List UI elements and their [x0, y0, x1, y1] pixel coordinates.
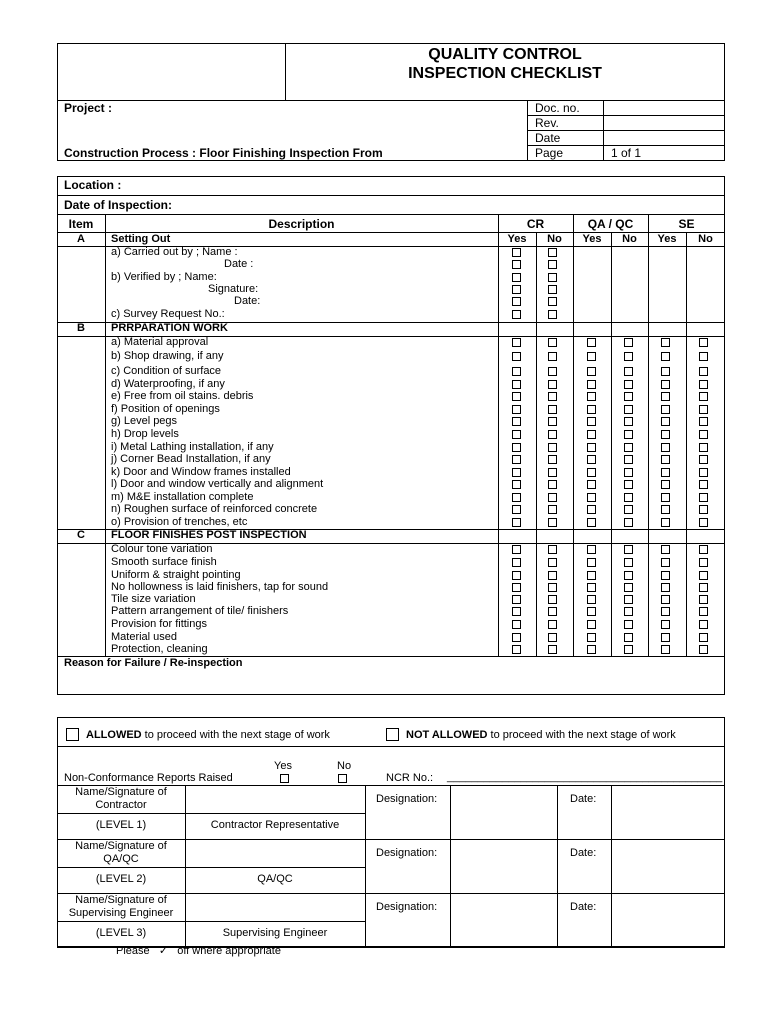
- section_b-checkbox[interactable]: [661, 468, 670, 477]
- section_a-row-text: b) Verified by ; Name:: [111, 271, 217, 283]
- section_b-row-text: d) Waterproofing, if any: [111, 378, 225, 390]
- signature-level: (LEVEL 3): [95, 927, 147, 939]
- section_b-checkbox[interactable]: [587, 380, 596, 389]
- title-line-2: INSPECTION CHECKLIST: [408, 65, 602, 82]
- not-allowed-checkbox[interactable]: [386, 728, 399, 741]
- section_b-row-text: n) Roughen surface of reinforced concrete: [111, 503, 318, 515]
- section_b-row-text: a) Material approval: [111, 336, 209, 348]
- section_a-checkbox[interactable]: [512, 273, 521, 282]
- section_a-checkbox[interactable]: [512, 297, 521, 306]
- rev-label: Rev.: [535, 116, 559, 130]
- section_b-checkbox[interactable]: [699, 518, 708, 527]
- section_b-checkbox[interactable]: [661, 480, 670, 489]
- section_c-checkbox[interactable]: [661, 583, 670, 592]
- allowed-rest: to proceed with the next stage of work: [141, 729, 330, 741]
- section_c-checkbox[interactable]: [699, 571, 708, 580]
- section_c-checkbox[interactable]: [548, 571, 557, 580]
- section_c-checkbox[interactable]: [624, 620, 633, 629]
- section_b-checkbox[interactable]: [587, 352, 596, 361]
- section_b-row-text: c) Condition of surface: [111, 365, 222, 377]
- section_b-checkbox[interactable]: [548, 405, 557, 414]
- section_b-checkbox[interactable]: [548, 380, 557, 389]
- section_a-checkbox[interactable]: [512, 310, 521, 319]
- section_c-checkbox[interactable]: [624, 571, 633, 580]
- section_b-checkbox[interactable]: [624, 392, 633, 401]
- section_c-checkbox[interactable]: [624, 607, 633, 616]
- section_b-checkbox[interactable]: [624, 380, 633, 389]
- section_a-row-text: a) Carried out by ; Name :: [111, 246, 238, 258]
- section_c-checkbox[interactable]: [587, 633, 596, 642]
- section_c-checkbox[interactable]: [512, 545, 521, 554]
- section_c-checkbox[interactable]: [624, 633, 633, 642]
- section_b-checkbox[interactable]: [512, 480, 521, 489]
- section_c-checkbox[interactable]: [587, 571, 596, 580]
- section_c-row-text: No hollowness is laid finishers, tap for sound: [111, 581, 329, 593]
- col-cr: CR: [526, 217, 545, 231]
- section_c-checkbox[interactable]: [512, 571, 521, 580]
- section_b-checkbox[interactable]: [512, 443, 521, 452]
- section_b-checkbox[interactable]: [624, 417, 633, 426]
- section_b-checkbox[interactable]: [624, 405, 633, 414]
- section_b-checkbox[interactable]: [699, 430, 708, 439]
- section_b-checkbox[interactable]: [661, 380, 670, 389]
- section-b-letter: B: [77, 322, 85, 334]
- ncr-no-field-label: NCR No.:: [386, 772, 434, 784]
- section_b-checkbox[interactable]: [699, 480, 708, 489]
- section_b-checkbox[interactable]: [587, 417, 596, 426]
- section-b-title: PRRPARATION WORK: [111, 322, 228, 334]
- section_c-checkbox[interactable]: [699, 595, 708, 604]
- col-cr-no: No: [547, 233, 562, 245]
- section_b-checkbox[interactable]: [548, 338, 557, 347]
- failure-label: Reason for Failure / Re-inspection: [64, 657, 243, 669]
- section_a-checkbox[interactable]: [512, 260, 521, 269]
- section_b-row-text: b) Shop drawing, if any: [111, 350, 224, 362]
- section_c-checkbox[interactable]: [699, 545, 708, 554]
- date-of-inspection-label: Date of Inspection:: [64, 198, 173, 212]
- designation-label: Designation:: [376, 793, 438, 805]
- section_b-checkbox[interactable]: [699, 392, 708, 401]
- designation-label: Designation:: [376, 847, 438, 859]
- section_b-checkbox[interactable]: [661, 505, 670, 514]
- section_b-checkbox[interactable]: [699, 338, 708, 347]
- section_c-checkbox[interactable]: [512, 607, 521, 616]
- section_b-checkbox[interactable]: [587, 405, 596, 414]
- section_c-checkbox[interactable]: [587, 645, 596, 654]
- section_a-row-text: Date:: [234, 295, 261, 307]
- section_b-checkbox[interactable]: [512, 367, 521, 376]
- section_c-checkbox[interactable]: [587, 595, 596, 604]
- section_c-checkbox[interactable]: [661, 645, 670, 654]
- section_b-checkbox[interactable]: [624, 338, 633, 347]
- section_c-row-text: Provision for fittings: [111, 618, 207, 630]
- signature-role: Contractor Representative: [210, 819, 340, 831]
- section_c-checkbox[interactable]: [548, 558, 557, 567]
- col-cr-yes: Yes: [507, 233, 527, 245]
- section_b-checkbox[interactable]: [587, 338, 596, 347]
- section_c-checkbox[interactable]: [587, 620, 596, 629]
- section_b-checkbox[interactable]: [548, 430, 557, 439]
- section_c-row-text: Colour tone variation: [111, 543, 213, 555]
- section_b-checkbox[interactable]: [661, 338, 670, 347]
- col-description: Description: [268, 217, 335, 231]
- section_c-row-text: Pattern arrangement of tile/ finishers: [111, 605, 289, 617]
- section_b-checkbox[interactable]: [661, 430, 670, 439]
- section_b-row-text: h) Drop levels: [111, 428, 179, 440]
- section_c-checkbox[interactable]: [548, 620, 557, 629]
- section_b-checkbox[interactable]: [699, 367, 708, 376]
- section_b-checkbox[interactable]: [699, 468, 708, 477]
- section_b-checkbox[interactable]: [699, 443, 708, 452]
- section_c-checkbox[interactable]: [624, 545, 633, 554]
- section_b-checkbox[interactable]: [548, 392, 557, 401]
- signature-name-label: Name/Signature of Contractor: [75, 786, 167, 811]
- section_b-checkbox[interactable]: [512, 455, 521, 464]
- section_b-checkbox[interactable]: [699, 455, 708, 464]
- footer-please: Please: [116, 945, 150, 957]
- section_c-checkbox[interactable]: [624, 558, 633, 567]
- section_b-row-text: f) Position of openings: [111, 403, 220, 415]
- section_b-row-text: m) M&E installation complete: [111, 491, 254, 503]
- signature-level: (LEVEL 1): [95, 819, 147, 831]
- col-qaqc: QA / QC: [587, 217, 634, 231]
- not-allowed-text: [406, 730, 676, 741]
- section_c-checkbox[interactable]: [624, 645, 633, 654]
- signature-level: (LEVEL 2): [95, 873, 147, 885]
- section_c-checkbox[interactable]: [548, 583, 557, 592]
- section-a-letter: A: [77, 233, 85, 245]
- section_a-checkbox[interactable]: [512, 285, 521, 294]
- section_b-checkbox[interactable]: [512, 518, 521, 527]
- signature-field[interactable]: [186, 894, 364, 920]
- section_a-checkbox[interactable]: [548, 260, 557, 269]
- section_b-checkbox[interactable]: [624, 518, 633, 527]
- section_c-checkbox[interactable]: [699, 583, 708, 592]
- section_b-row-text: j) Corner Bead Installation, if any: [111, 453, 271, 465]
- section_b-checkbox[interactable]: [661, 493, 670, 502]
- section_b-checkbox[interactable]: [548, 480, 557, 489]
- section_b-checkbox[interactable]: [548, 505, 557, 514]
- section_b-checkbox[interactable]: [624, 493, 633, 502]
- section_c-checkbox[interactable]: [587, 607, 596, 616]
- section_b-checkbox[interactable]: [661, 455, 670, 464]
- section_c-checkbox[interactable]: [661, 545, 670, 554]
- section_b-checkbox[interactable]: [548, 352, 557, 361]
- section_c-checkbox[interactable]: [512, 583, 521, 592]
- section_b-checkbox[interactable]: [661, 443, 670, 452]
- section_c-checkbox[interactable]: [661, 620, 670, 629]
- section_b-checkbox[interactable]: [548, 518, 557, 527]
- section_b-row-text: o) Provision of trenches, etc: [111, 516, 248, 528]
- section_b-checkbox[interactable]: [699, 417, 708, 426]
- section_a-row-text: Signature:: [208, 283, 259, 295]
- section_b-checkbox[interactable]: [548, 443, 557, 452]
- section_c-checkbox[interactable]: [548, 645, 557, 654]
- section_b-checkbox[interactable]: [661, 352, 670, 361]
- section_c-checkbox[interactable]: [548, 633, 557, 642]
- footer-note: [116, 946, 281, 957]
- section_b-checkbox[interactable]: [661, 392, 670, 401]
- col-se: SE: [678, 217, 695, 231]
- section_b-checkbox[interactable]: [548, 468, 557, 477]
- section_c-row-text: Tile size variation: [111, 593, 196, 605]
- section_b-checkbox[interactable]: [699, 405, 708, 414]
- allowed-text: [86, 730, 330, 741]
- col-item: Item: [68, 217, 94, 231]
- section_c-checkbox[interactable]: [548, 595, 557, 604]
- section_b-checkbox[interactable]: [661, 405, 670, 414]
- section_b-checkbox[interactable]: [512, 468, 521, 477]
- allowed-bold: ALLOWED: [86, 729, 142, 741]
- section_c-row-text: Protection, cleaning: [111, 643, 208, 655]
- section_c-checkbox[interactable]: [512, 645, 521, 654]
- section_c-row-text: Uniform & straight pointing: [111, 569, 241, 581]
- section_c-row-text: Smooth surface finish: [111, 556, 217, 568]
- section_a-checkbox[interactable]: [548, 285, 557, 294]
- section_b-checkbox[interactable]: [512, 338, 521, 347]
- designation-label: Designation:: [376, 901, 438, 913]
- date-label: Date: [535, 131, 561, 145]
- section_c-checkbox[interactable]: [587, 583, 596, 592]
- section_c-checkbox[interactable]: [548, 607, 557, 616]
- title-line-1: QUALITY CONTROL: [428, 46, 582, 63]
- signature-field[interactable]: [186, 786, 364, 812]
- section_c-checkbox[interactable]: [661, 595, 670, 604]
- section_c-checkbox[interactable]: [699, 645, 708, 654]
- section_b-checkbox[interactable]: [512, 380, 521, 389]
- section_a-row-text: c) Survey Request No.:: [111, 308, 225, 320]
- section_c-checkbox[interactable]: [661, 633, 670, 642]
- section_b-checkbox[interactable]: [548, 367, 557, 376]
- section_b-checkbox[interactable]: [587, 430, 596, 439]
- section_c-row-text: Material used: [111, 631, 178, 643]
- section_a-row-text: Date :: [224, 258, 254, 270]
- section_b-row-text: g) Level pegs: [111, 415, 178, 427]
- col-se-yes: Yes: [657, 233, 677, 245]
- section_b-checkbox[interactable]: [587, 480, 596, 489]
- section_b-checkbox[interactable]: [548, 493, 557, 502]
- footer-rest: off where appropriate: [177, 945, 281, 957]
- section_c-checkbox[interactable]: [699, 633, 708, 642]
- ncr-no-line[interactable]: _____________________________________________: [447, 771, 723, 783]
- signature-name-label: Name/Signature of QA/QC: [75, 840, 167, 865]
- ncr-label: Non-Conformance Reports Raised: [64, 772, 233, 784]
- signature-role: QA/QC: [257, 873, 293, 885]
- section_b-checkbox[interactable]: [661, 367, 670, 376]
- not-allowed-rest: to proceed with the next stage of work: [487, 729, 676, 741]
- section_b-checkbox[interactable]: [624, 505, 633, 514]
- section-c-title: FLOOR FINISHES POST INSPECTION: [111, 529, 307, 541]
- section_b-checkbox[interactable]: [512, 430, 521, 439]
- section-c-letter: C: [77, 529, 85, 541]
- section_b-row-text: k) Door and Window frames installed: [111, 466, 291, 478]
- section_b-checkbox[interactable]: [587, 493, 596, 502]
- date-label-sig: Date:: [570, 901, 597, 913]
- ncr-no-checkbox[interactable]: [338, 774, 347, 783]
- section_b-checkbox[interactable]: [587, 392, 596, 401]
- section_b-checkbox[interactable]: [624, 468, 633, 477]
- section_b-checkbox[interactable]: [699, 493, 708, 502]
- section_b-checkbox[interactable]: [624, 455, 633, 464]
- section_b-checkbox[interactable]: [512, 405, 521, 414]
- section_b-checkbox[interactable]: [587, 455, 596, 464]
- ncr-yes-checkbox[interactable]: [280, 774, 289, 783]
- check-icon: ✓: [158, 945, 169, 957]
- project-label: Project :: [64, 101, 113, 115]
- section_c-checkbox[interactable]: [512, 595, 521, 604]
- section_b-checkbox[interactable]: [587, 468, 596, 477]
- section_b-row-text: e) Free from oil stains. debris: [111, 390, 254, 402]
- ncr-yes-label: Yes: [274, 760, 292, 772]
- allowed-checkbox[interactable]: [66, 728, 79, 741]
- col-se-no: No: [698, 233, 713, 245]
- section_b-checkbox[interactable]: [624, 430, 633, 439]
- col-qaqc-yes: Yes: [582, 233, 602, 245]
- section_b-checkbox[interactable]: [661, 417, 670, 426]
- location-label: Location :: [64, 178, 122, 192]
- page-label: Page: [535, 146, 564, 160]
- section_b-checkbox[interactable]: [587, 505, 596, 514]
- section_c-checkbox[interactable]: [699, 607, 708, 616]
- col-qaqc-no: No: [622, 233, 637, 245]
- section_b-row-text: i) Metal Lathing installation, if any: [111, 441, 274, 453]
- section_b-checkbox[interactable]: [512, 352, 521, 361]
- section_b-checkbox[interactable]: [661, 518, 670, 527]
- section_c-checkbox[interactable]: [512, 558, 521, 567]
- section-a-title: Setting Out: [111, 233, 171, 245]
- section_c-checkbox[interactable]: [624, 583, 633, 592]
- process-label: Construction Process : Floor Finishing Inspection From: [64, 146, 383, 160]
- section_c-checkbox[interactable]: [587, 558, 596, 567]
- section_a-checkbox[interactable]: [548, 297, 557, 306]
- section_c-checkbox[interactable]: [624, 595, 633, 604]
- section_b-checkbox[interactable]: [587, 367, 596, 376]
- section_c-checkbox[interactable]: [661, 571, 670, 580]
- section_b-checkbox[interactable]: [587, 518, 596, 527]
- section_b-row-text: l) Door and window vertically and alignment: [111, 478, 324, 490]
- section_b-checkbox[interactable]: [624, 480, 633, 489]
- section_a-checkbox[interactable]: [512, 248, 521, 257]
- section_c-checkbox[interactable]: [661, 558, 670, 567]
- signature-name-label: Name/Signature of Supervising Engineer: [68, 894, 174, 919]
- section_b-checkbox[interactable]: [548, 417, 557, 426]
- section_c-checkbox[interactable]: [699, 620, 708, 629]
- section_b-checkbox[interactable]: [512, 493, 521, 502]
- section_b-checkbox[interactable]: [699, 505, 708, 514]
- section_b-checkbox[interactable]: [624, 367, 633, 376]
- signature-role: Supervising Engineer: [222, 927, 328, 939]
- date-label-sig: Date:: [570, 847, 597, 859]
- not-allowed-bold: NOT ALLOWED: [406, 729, 488, 741]
- section_a-checkbox[interactable]: [548, 310, 557, 319]
- section_c-checkbox[interactable]: [587, 545, 596, 554]
- section_b-checkbox[interactable]: [548, 455, 557, 464]
- signature-field[interactable]: [186, 840, 364, 866]
- section_b-checkbox[interactable]: [512, 392, 521, 401]
- section_c-checkbox[interactable]: [699, 558, 708, 567]
- section_c-checkbox[interactable]: [661, 607, 670, 616]
- section_b-checkbox[interactable]: [699, 352, 708, 361]
- section_b-checkbox[interactable]: [587, 443, 596, 452]
- section_b-checkbox[interactable]: [624, 352, 633, 361]
- section_b-checkbox[interactable]: [512, 505, 521, 514]
- doc-no-label: Doc. no.: [535, 101, 580, 115]
- section_c-checkbox[interactable]: [512, 620, 521, 629]
- section_b-checkbox[interactable]: [512, 417, 521, 426]
- ncr-no-label: No: [337, 760, 352, 772]
- section_b-checkbox[interactable]: [624, 443, 633, 452]
- section_c-checkbox[interactable]: [512, 633, 521, 642]
- section_c-checkbox[interactable]: [548, 545, 557, 554]
- date-label-sig: Date:: [570, 793, 597, 805]
- page-value: 1 of 1: [611, 146, 642, 160]
- section_a-checkbox[interactable]: [548, 248, 557, 257]
- section_a-checkbox[interactable]: [548, 273, 557, 282]
- section_b-checkbox[interactable]: [699, 380, 708, 389]
